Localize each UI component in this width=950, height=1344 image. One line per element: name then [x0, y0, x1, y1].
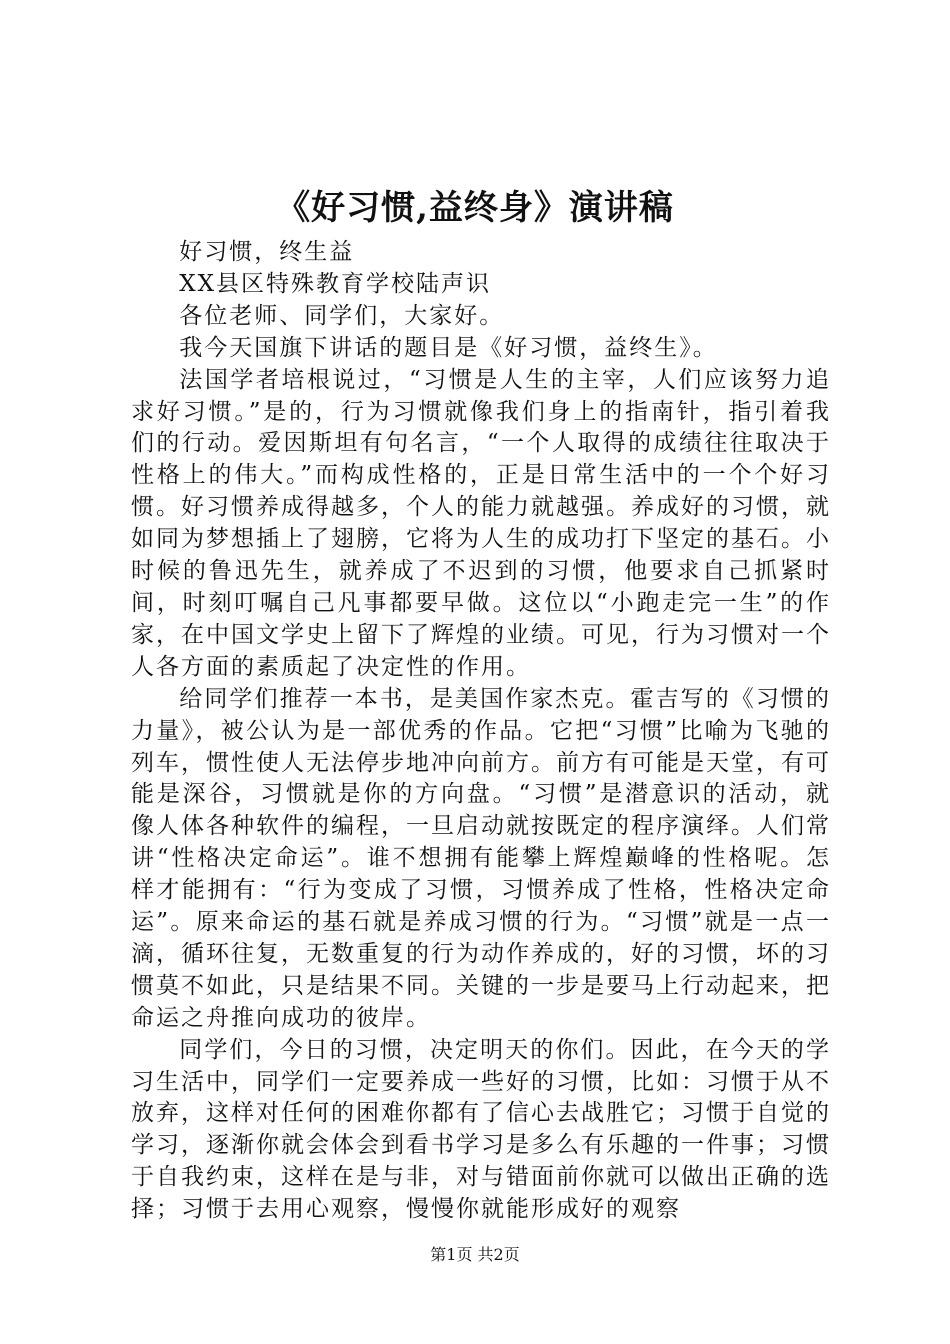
document-title: 《好习惯,益终身》演讲稿 [276, 188, 674, 228]
paragraph-topic: 我今天国旗下讲话的题目是《好习惯，益终生》。 [179, 334, 718, 361]
paragraph-greeting: 各位老师、同学们，大家好。 [179, 302, 505, 329]
paragraph-author: XX县区特殊教育学校陆声识 [179, 270, 492, 297]
paragraph-body-2: 给同学们推荐一本书，是美国作家杰克。霍吉写的《习惯的力量》，被公认为是一部优秀的作品。它把“习惯”比喻为飞驰的列车，惯性使人无法停步地冲向前方。前方有可能是天堂，有可能是深谷，习惯就是你的方向盘。“习惯”是潜意识的活动，就像人体各种软件的编程，一旦启动就按既定的程序演绎。人们常讲“性格决定命运”。谁不想拥有能攀上辉煌巅峰的性格呢。怎样才能拥有：“行为变成了习惯，习惯养成了性格，性格决定命运”。原来命运的基石就是养成习惯的行为。“习惯”就是一点一滴，循环往复，无数重复的行为动作养成的，好的习惯，坏的习惯莫不如此，只是结果不同。关键的一步是要马上行动起来，把命运之舟推向成功的彼岸。 [131, 685, 831, 1031]
paragraph-subtitle: 好习惯，终生益 [179, 239, 355, 265]
paragraph-body-1: 法国学者培根说过，“习惯是人生的主宰，人们应该努力追求好习惯。”是的，行为习惯就像我们身上的指南针，指引着我们的行动。爱因斯坦有句名言，“一个人取得的成绩往往取决于性格上的伟大。”而构成性格的，正是日常生活中的一个个好习惯。好习惯养成得越多，个人的能力就越强。养成好的习惯，就如同为梦想插上了翅膀，它将为人生的成功打下坚定的基石。小时候的鲁迅先生，就养成了不迟到的习惯，他要求自己抓紧时间，时刻叮嘱自己凡事都要早做。这位以“小跑走完一生”的作家，在中国文学史上留下了辉煌的业绩。可见，行为习惯对一个人各方面的素质起了决定性的作用。 [131, 366, 831, 680]
page-number-footer: 第1页 共2页 [430, 1245, 520, 1264]
paragraph-body-3: 同学们，今日的习惯，决定明天的你们。因此，在今天的学习生活中，同学们一定要养成一些好的习惯，比如：习惯于从不放弃，这样对任何的困难你都有了信心去战胜它；习惯于自觉的学习，逐渐你就会体会到看书学习是多么有乐趣的一件事；习惯于自我约束，这样在是与非，对与错面前你就可以做出正确的选择；习惯于去用心观察，慢慢你就能形成好的观察 [131, 1036, 831, 1223]
document-body [131, 237, 831, 1226]
